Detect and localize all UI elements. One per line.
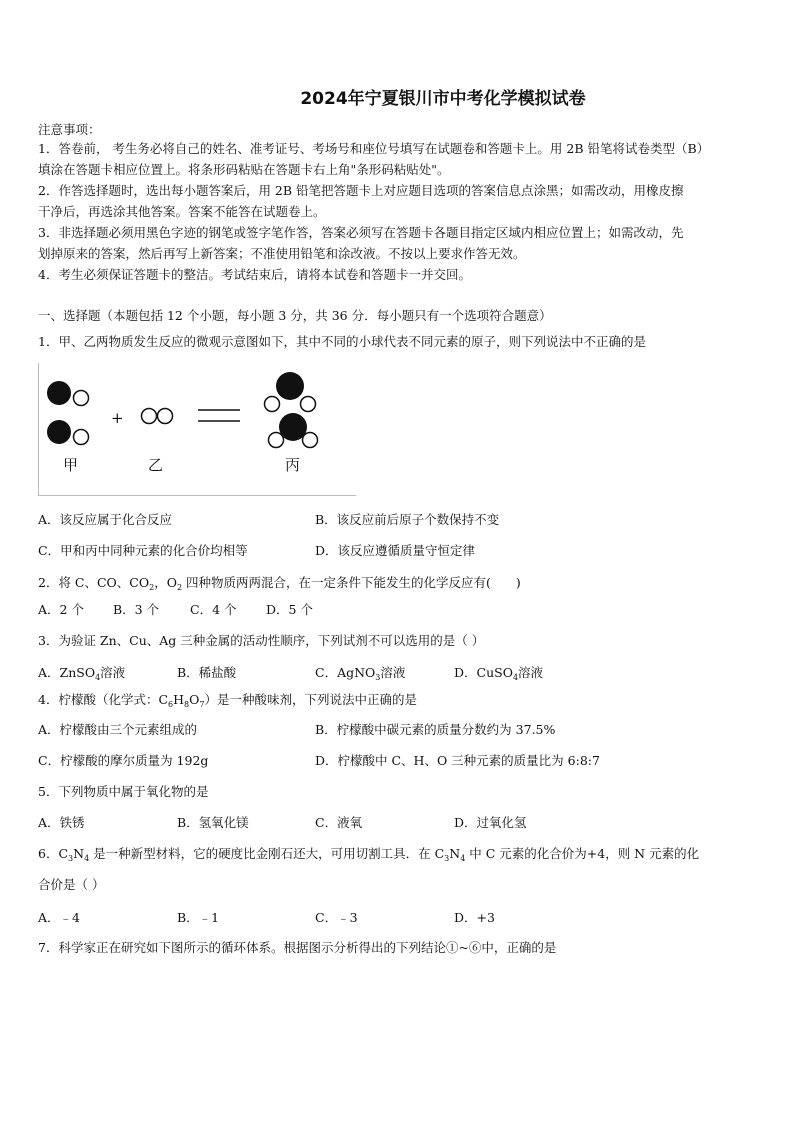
q3-option-c: C．AgNO$_3$溶液: [315, 665, 406, 682]
notice-line: 干净后，再选涂其他答案。答案不能答在试题卷上。: [38, 204, 326, 219]
molecule-yi: [142, 409, 173, 424]
page-title: 2024年宁夏银川市中考化学模拟试卷: [300, 89, 586, 109]
reaction-diagram: [38, 363, 356, 496]
label-jia: 甲: [63, 456, 79, 474]
q6-option-d: D．+3: [454, 910, 495, 925]
q4-option-d: D．柠檬酸中 C、H、O 三种元素的质量比为 6:8:7: [315, 753, 600, 768]
question-3-stem: 3．为验证 Zn、Cu、Ag 三种金属的活动性顺序，下列试剂不可以选用的是（ ）: [38, 633, 485, 648]
q1-option-a: A．该反应属于化合反应: [38, 512, 173, 527]
notice-line: 3．非选择题必须用黑色字迹的钢笔或签字笔作答，答案必须写在答题卡各题目指定区域内相应位置上；如需改动，先: [38, 225, 684, 240]
notice-line: 1．答卷前， 考生务必将自己的姓名、准考证号、考场号和座位号填写在试题卷和答题卡上。用 2B 铅笔将试卷类型（B）: [38, 141, 710, 156]
question-1-stem: 1．甲、乙两物质发生反应的微观示意图如下，其中不同的小球代表不同元素的原子，则下列说法中不正确的是: [38, 334, 646, 349]
q5-option-b: B．氢氧化镁: [177, 815, 249, 830]
q5-option-a: A．铁锈: [38, 815, 85, 830]
q2-option-d: D．5 个: [266, 602, 313, 617]
notice-line: 填涂在答题卡相应位置上。将条形码粘贴在答题卡右上角"条形码粘贴处"。: [38, 162, 450, 177]
molecule-jia-1: [47, 381, 89, 406]
q6-option-c: C．﹣3: [315, 910, 358, 925]
question-2-stem: 2．将 C、CO、$CO_2$，$O_2$ 四种物质两两混合，在一定条件下能发生的化学反应有( ): [38, 575, 521, 592]
molecule-jia-2: [47, 420, 89, 445]
q5-option-d: D．过氧化氢: [454, 815, 527, 830]
question-5-stem: 5．下列物质中属于氧化物的是: [38, 784, 209, 799]
label-bing: 丙: [285, 456, 301, 474]
q1-option-b: B．该反应前后原子个数保持不变: [315, 512, 500, 527]
q2-option-b: B．3 个: [113, 602, 160, 617]
notice-line: 4．考生必须保证答题卡的整洁。考试结束后，请将本试卷和答题卡一并交回。: [38, 267, 471, 282]
q2-option-c: C．4 个: [190, 602, 237, 617]
q5-option-c: C．液氧: [315, 815, 363, 830]
question-6-stem: 6．$C_3N_4$ 是一种新型材料，它的硬度比金刚石还大，可用切割工具．在 $C_3N_4$ 中 C 元素的化合价为+4，则 N 元素的化: [38, 846, 700, 863]
q2-option-a: A．2 个: [38, 602, 84, 617]
q4-option-c: C．柠檬酸的摩尔质量为 192g: [38, 753, 209, 768]
label-yi: 乙: [148, 456, 164, 474]
molecule-bing-1: [265, 372, 316, 412]
q6-option-b: B．﹣1: [177, 910, 220, 925]
section-heading: 一、选择题（本题包括 12 个小题，每小题 3 分，共 36 分．每小题只有一个选项符合题意）: [38, 308, 552, 323]
question-4-stem: 4．柠檬酸（化学式：$C_6H_8O_7$）是一种酸味剂，下列说法中正确的是: [38, 692, 417, 709]
q3-option-b: B．稀盐酸: [177, 665, 237, 680]
notice-heading: 注意事项：: [38, 122, 101, 137]
molecule-diagram-svg: [39, 363, 356, 495]
q4-option-a: A．柠檬酸由三个元素组成的: [38, 722, 198, 737]
q3-option-a: A．ZnSO$_4$溶液: [38, 665, 126, 682]
notice-line: 2．作答选择题时，选出每小题答案后，用 2B 铅笔把答题卡上对应题目选项的答案信息点涂黑；如需改动，用橡皮擦: [38, 183, 684, 198]
q1-option-d: D．该反应遵循质量守恒定律: [315, 543, 476, 558]
q1-option-c: C．甲和丙中同种元素的化合价均相等: [38, 543, 248, 558]
q6-option-a: A．﹣4: [38, 910, 80, 925]
q4-option-b: B．柠檬酸中碳元素的质量分数约为 37.5%: [315, 722, 556, 737]
q3-option-d: D．CuSO$_4$溶液: [454, 665, 544, 682]
question-7-stem: 7．科学家正在研究如下图所示的循环体系。根据图示分析得出的下列结论①~⑥中，正确的是: [38, 940, 557, 955]
question-6-stem-line2: 合价是（ ）: [38, 877, 105, 892]
plus-sign: +: [111, 409, 124, 427]
notice-line: 划掉原来的答案，然后再写上新答案；不准使用铅笔和涂改液。不按以上要求作答无效。: [38, 246, 526, 261]
molecule-bing-2: [269, 413, 318, 448]
